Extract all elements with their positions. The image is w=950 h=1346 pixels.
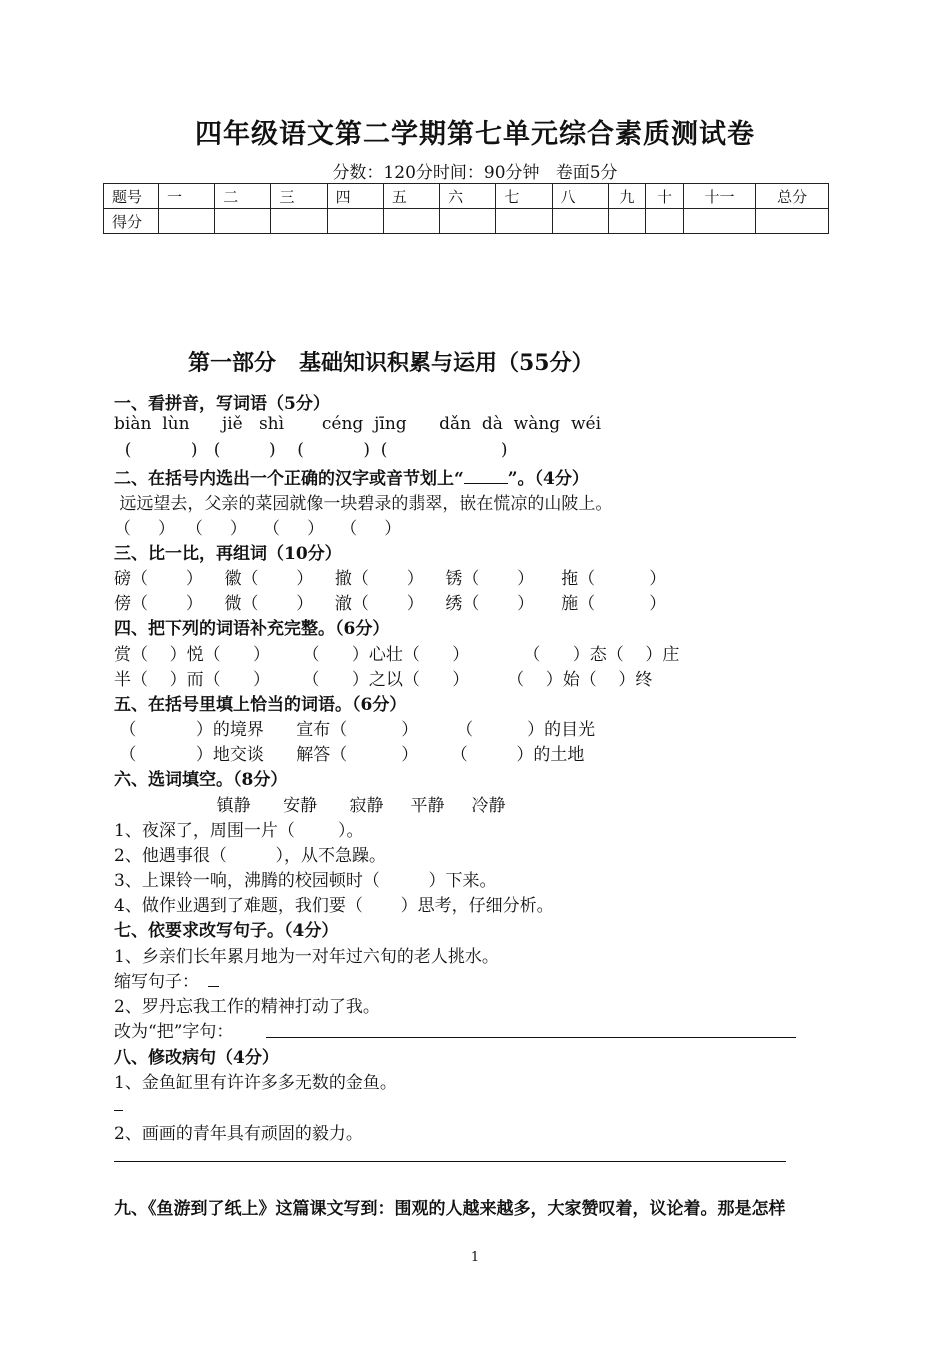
part-one-heading: 第一部分 基础知识积累与运用（55分）	[188, 350, 594, 376]
underline-blank	[464, 467, 508, 484]
score-cell[interactable]	[646, 209, 683, 234]
header-cell: 总分	[756, 184, 829, 209]
page-number: 1	[470, 1250, 480, 1265]
answer-line[interactable]	[114, 1161, 786, 1162]
section-6-question-1[interactable]: 1、夜深了，周围一片（ ）。	[114, 821, 364, 841]
score-cell[interactable]	[756, 209, 829, 234]
score-cell[interactable]	[496, 209, 552, 234]
section-8-question-1: 1、金鱼缸里有许许多多无数的金鱼。	[114, 1073, 397, 1093]
section-2-heading-end: ”。（4分）	[507, 469, 589, 489]
section-2-heading-start: 二、在括号内选出一个正确的汉字或音节划上“	[114, 469, 464, 489]
exam-info-text: 分数：120分时间：90分钟 卷面5分	[332, 163, 618, 183]
section-3-row-1[interactable]: 磅（ ） 徽（ ） 撤（ ） 锈（ ） 拖（ ）	[114, 569, 667, 589]
section-6-word-choices: 镇静 安静 寂静 平静 冷静	[114, 796, 506, 816]
section-7-heading: 七、依要求改写句子。（4分）	[114, 921, 339, 941]
page-title: 四年级语文第二学期第七单元综合素质测试卷	[195, 119, 755, 150]
score-cell[interactable]	[552, 209, 608, 234]
score-cell[interactable]	[327, 209, 383, 234]
section-6-question-3[interactable]: 3、上课铃一响，沸腾的校园顿时（ ）下来。	[114, 871, 497, 891]
section-7-prompt-1: 缩写句子：	[114, 972, 199, 992]
score-cell[interactable]	[271, 209, 327, 234]
section-3-heading: 三、比一比，再组词（10分）	[114, 544, 342, 564]
section-7-question-2: 2、罗丹忘我工作的精神打动了我。	[114, 997, 380, 1017]
score-table	[103, 183, 829, 234]
header-cell: 七	[496, 184, 552, 209]
score-cell[interactable]	[215, 209, 271, 234]
header-cell: 题号	[104, 184, 159, 209]
header-cell: 一	[159, 184, 215, 209]
section-7-question-1: 1、乡亲们长年累月地为一对年过六旬的老人挑水。	[114, 947, 499, 967]
section-9-heading: 九、《鱼游到了纸上》这篇课文写到：围观的人越来越多，大家赞叹着，议论着。那是怎样	[114, 1199, 786, 1219]
score-cell[interactable]	[440, 209, 496, 234]
answer-line-short[interactable]	[208, 986, 219, 987]
section-5-heading: 五、在括号里填上恰当的词语。（6分）	[114, 695, 407, 715]
section-2-sentence: 远远望去，父亲的菜园就像一块碧录的翡翠，嵌在慌凉的山陂上。	[114, 494, 613, 514]
section-6-heading: 六、选词填空。（8分）	[114, 770, 288, 790]
score-table-header-row	[104, 184, 829, 209]
section-1-heading: 一、看拼音，写词语（5分）	[114, 394, 330, 414]
score-cell[interactable]	[383, 209, 439, 234]
section-6-question-4[interactable]: 4、做作业遇到了难题，我们要（ ）思考，仔细分析。	[114, 896, 554, 916]
header-cell: 五	[383, 184, 439, 209]
header-cell: 九	[608, 184, 645, 209]
score-cell[interactable]	[683, 209, 756, 234]
section-5-row-1[interactable]: （ ）的境界 宣布（ ） （ ）的目光	[114, 720, 596, 740]
header-cell: 四	[327, 184, 383, 209]
section-1-pinyin: biàn lùn jiě shì céng jīng dǎn dà wàng wéi	[114, 414, 602, 434]
header-cell: 十一	[683, 184, 756, 209]
score-cell[interactable]	[608, 209, 645, 234]
section-3-row-2[interactable]: 傍（ ） 微（ ） 澈（ ） 绣（ ） 施（ ）	[114, 594, 667, 614]
section-8-heading: 八、修改病句（4分）	[114, 1048, 279, 1068]
answer-line[interactable]	[266, 1037, 796, 1038]
score-table-score-row	[104, 209, 829, 234]
section-7-prompt-2: 改为“把”字句：	[114, 1022, 234, 1042]
header-cell: 六	[440, 184, 496, 209]
section-1-blanks[interactable]: ( ) ( ) ( ) ( )	[114, 440, 508, 460]
section-6-question-2[interactable]: 2、他遇事很（ ），从不急躁。	[114, 846, 386, 866]
section-4-row-2[interactable]: 半（ ）而（ ） （ ）之以（ ） （ ）始（ ）终	[114, 670, 653, 690]
section-5-row-2[interactable]: （ ）地交谈 解答（ ） （ ）的土地	[114, 745, 585, 765]
header-cell: 三	[271, 184, 327, 209]
score-row-label: 得分	[104, 209, 159, 234]
answer-line-short[interactable]	[114, 1110, 123, 1111]
section-2-blanks[interactable]: （ ） （ ） （ ） （ ）	[114, 519, 402, 539]
section-4-row-1[interactable]: 赏（ ）悦（ ） （ ）心壮（ ） （ ）态（ ）庄	[114, 645, 680, 665]
section-4-heading: 四、把下列的词语补充完整。（6分）	[114, 619, 390, 639]
header-cell: 八	[552, 184, 608, 209]
section-2-heading	[114, 464, 589, 489]
score-cell[interactable]	[159, 209, 215, 234]
header-cell: 二	[215, 184, 271, 209]
exam-info	[0, 158, 950, 183]
section-8-question-2: 2、画画的青年具有顽固的毅力。	[114, 1124, 363, 1144]
header-cell: 十	[646, 184, 683, 209]
